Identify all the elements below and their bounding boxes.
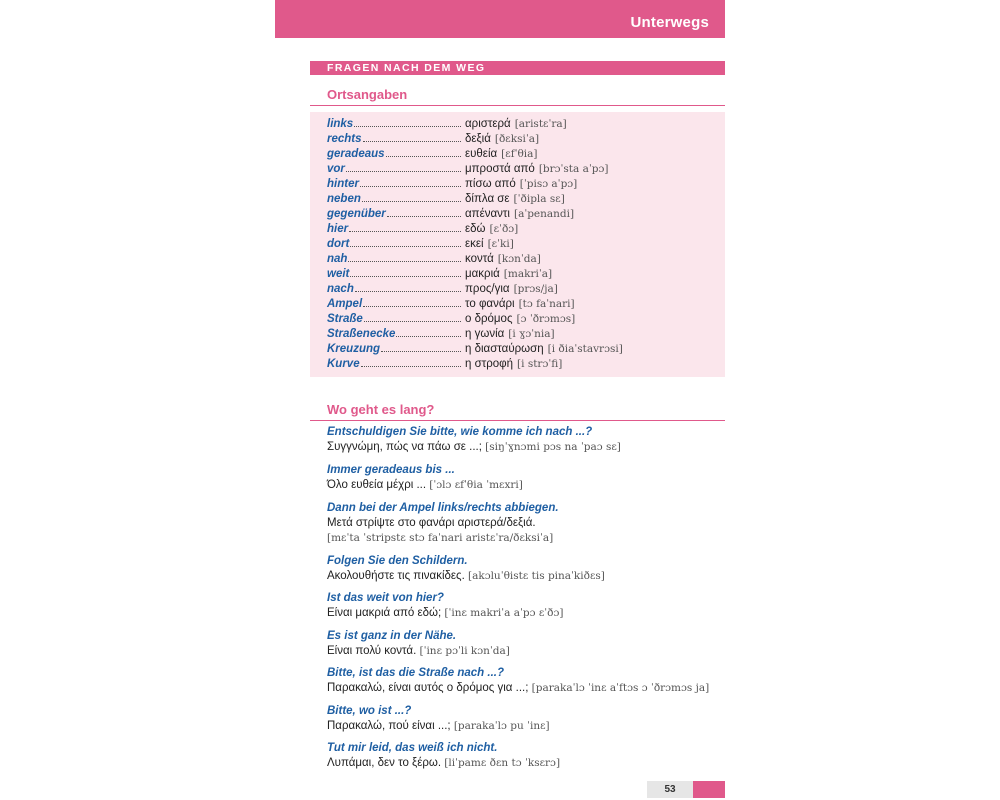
phrase-greek: Είναι πολύ κοντά. xyxy=(327,645,417,657)
vocab-pronunciation: [brɔˈsta aˈpɔ] xyxy=(538,163,609,175)
leader-dots xyxy=(363,297,461,307)
vocab-row xyxy=(327,237,717,252)
chapter-title: Unterwegs xyxy=(630,14,709,31)
vocab-german xyxy=(327,132,465,145)
vocab-pronunciation: [makriˈa] xyxy=(503,268,553,280)
leader-dots xyxy=(350,267,461,277)
vocab-german-word: Kreuzung xyxy=(327,343,381,355)
leader-dots xyxy=(387,207,461,217)
vocab-greek: εδώ xyxy=(465,223,486,235)
leader-dots xyxy=(361,357,461,367)
phrase-greek: Παρακαλώ, πού είναι ...; xyxy=(327,720,451,732)
vocab-german xyxy=(327,267,465,280)
vocab-german-word: links xyxy=(327,118,354,130)
vocab-row xyxy=(327,327,717,342)
vocab-german-word: Kurve xyxy=(327,358,360,370)
vocab-row xyxy=(327,357,717,372)
leader-dots xyxy=(362,192,461,202)
leader-dots xyxy=(363,132,461,142)
vocab-pronunciation: [ɔ ˈðrɔmɔs] xyxy=(516,313,576,325)
phrase-greek-line xyxy=(327,719,717,734)
vocab-greek: ευθεία xyxy=(465,148,498,160)
phrase-pronunciation: [ˈinɛ makriˈa aˈpɔ ɛˈðɔ] xyxy=(444,607,564,619)
phrase-german: Folgen Sie den Schildern. xyxy=(327,555,468,567)
vocab-german xyxy=(327,252,465,265)
phrase-item xyxy=(327,704,717,734)
ortsangaben-rule xyxy=(310,105,725,106)
vocab-pronunciation: [aristɛˈra] xyxy=(514,118,567,130)
vocab-pronunciation: [ˈpisɔ aˈpɔ] xyxy=(519,178,578,190)
vocab-greek: εκεί xyxy=(465,238,484,250)
vocab-greek: δίπλα σε xyxy=(465,193,510,205)
vocab-pronunciation: [i ɣɔˈnia] xyxy=(508,328,555,340)
phrase-greek-line xyxy=(327,606,717,621)
vocab-german xyxy=(327,192,465,205)
vocab-german-word: nach xyxy=(327,283,354,295)
vocab-greek: προς/για xyxy=(465,283,510,295)
vocab-row xyxy=(327,282,717,297)
vocab-german xyxy=(327,297,465,310)
vocab-pronunciation: [ɛˈðɔ] xyxy=(489,223,519,235)
vocab-pronunciation: [aˈpenandi] xyxy=(513,208,575,220)
phrase-item xyxy=(327,501,717,546)
vocab-box xyxy=(310,112,725,377)
leader-dots xyxy=(355,282,461,292)
vocab-german-word: dort xyxy=(327,238,350,250)
vocab-german-word: weit xyxy=(327,268,350,280)
vocab-german-word: gegenüber xyxy=(327,208,386,220)
vocab-greek: η στροφή xyxy=(465,358,514,370)
phrase-german: Dann bei der Ampel links/rechts abbiegen. xyxy=(327,502,559,514)
leader-dots xyxy=(348,252,461,262)
vocab-german xyxy=(327,357,465,370)
phrase-greek-line xyxy=(327,478,717,493)
phrase-pronunciation: [ˈinɛ pɔˈli kɔnˈda] xyxy=(419,645,510,657)
vocab-pronunciation: [kɔnˈda] xyxy=(497,253,541,265)
vocab-row xyxy=(327,252,717,267)
phrase-greek: Ακολουθήστε τις πινακίδες. xyxy=(327,570,465,582)
phrase-item xyxy=(327,741,717,771)
vocab-german xyxy=(327,147,465,160)
vocab-pronunciation: [prɔs/ja] xyxy=(513,283,558,295)
leader-dots xyxy=(349,222,461,232)
phrase-greek-line xyxy=(327,440,717,455)
ortsangaben-heading: Ortsangaben xyxy=(327,87,408,102)
vocab-row xyxy=(327,312,717,327)
phrase-item xyxy=(327,629,717,659)
vocab-row xyxy=(327,117,717,132)
chapter-header xyxy=(275,0,725,38)
vocab-greek: δεξιά xyxy=(465,133,491,145)
phrase-pronunciation: [mɛˈta ˈstripstɛ stɔ faˈnari aristɛˈra/ðɛksiˈa] xyxy=(327,532,554,544)
vocab-row xyxy=(327,267,717,282)
phrase-german: Tut mir leid, das weiß ich nicht. xyxy=(327,742,498,754)
vocab-row xyxy=(327,132,717,147)
leader-dots xyxy=(386,147,461,157)
vocab-german xyxy=(327,162,465,175)
phrase-german: Entschuldigen Sie bitte, wie komme ich nach ...? xyxy=(327,426,593,438)
vocab-pronunciation: [tɔ faˈnari] xyxy=(518,298,575,310)
vocab-german-word: vor xyxy=(327,163,345,175)
leader-dots xyxy=(360,177,461,187)
vocab-german xyxy=(327,177,465,190)
vocab-german-word: rechts xyxy=(327,133,362,145)
vocab-row xyxy=(327,192,717,207)
phrase-item xyxy=(327,666,717,696)
vocab-greek: μπροστά από xyxy=(465,163,535,175)
vocab-row xyxy=(327,207,717,222)
phrase-greek-line xyxy=(327,644,717,659)
phrase-german: Bitte, ist das die Straße nach ...? xyxy=(327,667,505,679)
vocab-greek: πίσω από xyxy=(465,178,516,190)
leader-dots xyxy=(354,117,461,127)
vocab-german-word: Straße xyxy=(327,313,363,325)
vocab-german xyxy=(327,207,465,220)
vocab-greek: κοντά xyxy=(465,253,494,265)
leader-dots xyxy=(364,312,461,322)
phrase-german: Bitte, wo ist ...? xyxy=(327,705,412,717)
vocab-german xyxy=(327,237,465,250)
vocab-greek: το φανάρι xyxy=(465,298,515,310)
vocab-german xyxy=(327,312,465,325)
vocab-pronunciation: [ðɛksiˈa] xyxy=(494,133,540,145)
page-number: 53 xyxy=(647,781,693,798)
vocab-greek: απέναντι xyxy=(465,208,510,220)
vocab-german-word: neben xyxy=(327,193,361,205)
vocab-german-word: geradeaus xyxy=(327,148,385,160)
vocab-pronunciation: [i ðiaˈstavrɔsi] xyxy=(547,343,623,355)
phrase-item xyxy=(327,591,717,621)
phrase-pronunciation: [parakaˈlɔ ˈinɛ aˈftɔs ɔ ˈðrɔmɔs ja] xyxy=(531,682,710,694)
vocab-row xyxy=(327,297,717,312)
phrase-item xyxy=(327,425,717,455)
phrase-pronunciation: [liˈpamɛ ðɛn tɔ ˈksɛrɔ] xyxy=(444,757,561,769)
vocab-german-word: Ampel xyxy=(327,298,363,310)
wo-geht-rule xyxy=(310,420,725,421)
vocab-german-word: hier xyxy=(327,223,349,235)
leader-dots xyxy=(381,342,461,352)
phrase-greek: Συγγνώμη, πώς να πάω σε ...; xyxy=(327,441,482,453)
vocab-row xyxy=(327,162,717,177)
phrase-item xyxy=(327,463,717,493)
phrase-greek-line xyxy=(327,569,717,584)
vocab-greek: η διασταύρωση xyxy=(465,343,544,355)
vocab-row xyxy=(327,222,717,237)
vocab-row xyxy=(327,342,717,357)
phrase-pronunciation: [ˈɔlɔ ɛfˈθia ˈmɛxri] xyxy=(429,479,523,491)
phrase-greek: Μετά στρίψτε στο φανάρι αριστερά/δεξιά. xyxy=(327,517,536,529)
phrase-item xyxy=(327,554,717,584)
vocab-german xyxy=(327,342,465,355)
phrase-greek: Είναι μακριά από εδώ; xyxy=(327,607,442,619)
leader-dots xyxy=(396,327,461,337)
vocab-row xyxy=(327,177,717,192)
leader-dots xyxy=(350,237,461,247)
phrase-pronunciation: [akɔluˈθistɛ tis pinaˈkiðɛs] xyxy=(467,570,605,582)
phrase-greek-line xyxy=(327,681,717,696)
vocab-pronunciation: [ˈðipla sɛ] xyxy=(513,193,565,205)
vocab-pronunciation: [ɛfˈθia] xyxy=(501,148,538,160)
phrase-greek: Παρακαλώ, είναι αυτός ο δρόμος για ...; xyxy=(327,682,529,694)
phrase-greek: Λυπάμαι, δεν το ξέρω. xyxy=(327,757,442,769)
vocab-german xyxy=(327,282,465,295)
vocab-greek: η γωνία xyxy=(465,328,505,340)
vocab-greek: αριστερά xyxy=(465,118,511,130)
book-page xyxy=(275,0,725,800)
vocab-pronunciation: [ɛˈki] xyxy=(487,238,514,250)
vocab-greek: ο δρόμος xyxy=(465,313,513,325)
phrase-pronunciation: [parakaˈlɔ pu ˈinɛ] xyxy=(453,720,550,732)
vocab-german xyxy=(327,117,465,130)
vocab-german xyxy=(327,222,465,235)
phrase-german: Immer geradeaus bis ... xyxy=(327,464,455,476)
phrase-german: Es ist ganz in der Nähe. xyxy=(327,630,457,642)
vocab-german-word: Straßenecke xyxy=(327,328,396,340)
vocab-pronunciation: [i strɔˈfi] xyxy=(517,358,563,370)
phrase-greek-line xyxy=(327,756,717,771)
vocab-greek: μακριά xyxy=(465,268,500,280)
leader-dots xyxy=(346,162,461,172)
vocab-german-word: hinter xyxy=(327,178,359,190)
vocab-row xyxy=(327,147,717,162)
vocab-german-word: nah xyxy=(327,253,348,265)
section-banner xyxy=(310,61,725,75)
footer-accent xyxy=(693,781,725,798)
phrase-greek: Όλο ευθεία μέχρι ... xyxy=(327,479,427,491)
wo-geht-heading: Wo geht es lang? xyxy=(327,402,435,417)
phrase-german: Ist das weit von hier? xyxy=(327,592,444,604)
section-title: FRAGEN NACH DEM WEG xyxy=(327,62,486,74)
phrase-pronunciation: [siŋˈɣnɔmi pɔs na ˈpaɔ sɛ] xyxy=(485,441,621,453)
vocab-german xyxy=(327,327,465,340)
